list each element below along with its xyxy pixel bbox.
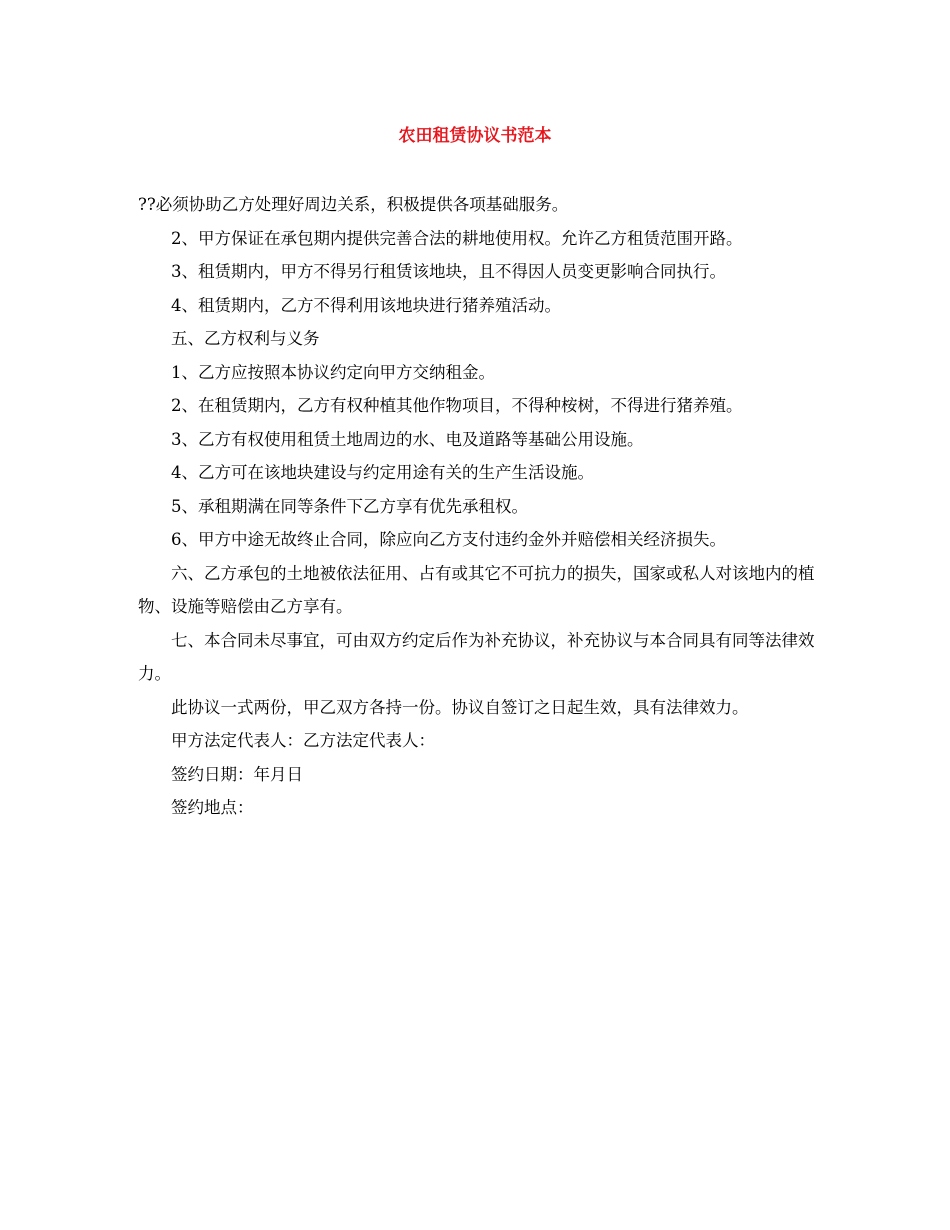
paragraph-2: 2、甲方保证在承包期内提供完善合法的耕地使用权。允许乙方租赁范围开路。 (171, 228, 743, 248)
paragraph-4: 4、租赁期内，乙方不得利用该地块进行猪养殖活动。 (171, 295, 561, 315)
paragraph-6: 1、乙方应按照本协议约定向甲方交纳租金。 (171, 362, 495, 382)
paragraph-9: 4、乙方可在该地块建设与约定用途有关的生产生活设施。 (171, 463, 594, 482)
paragraph-7: 2、在租赁期内，乙方有权种植其他作物项目，不得种桉树，不得进行猪养殖。 (171, 396, 743, 415)
section-6: 六、乙方承包的土地被依法征用、占有或其它不可抗力的损失，国家或私人对该地内的植物、设施等赔偿由乙方享有。 (138, 563, 815, 616)
signatories-line: 甲方法定代表人：乙方法定代表人： (171, 731, 435, 750)
section-heading-5: 五、乙方权利与义务 (171, 329, 320, 348)
document-body (138, 188, 818, 825)
copies-clause: 此协议一式两份，甲乙双方各持一份。协议自签订之日起生效，具有法律效力。 (171, 697, 749, 717)
paragraph-3: 3、租赁期内，甲方不得另行租赁该地块，且不得因人员变更影响合同执行。 (171, 262, 726, 281)
paragraph-8: 3、乙方有权使用租赁土地周边的水、电及道路等基础公用设施。 (171, 429, 644, 449)
signing-date-line: 签约日期：年月日 (171, 764, 303, 784)
signing-place-line: 签约地点： (171, 798, 254, 817)
document-title: 农田租赁协议书范本 (398, 126, 552, 146)
paragraph-1: ??必须协助乙方处理好周边关系，积极提供各项基础服务。 (138, 195, 569, 214)
paragraph-11: 6、甲方中途无故终止合同，除应向乙方支付违约金外并赔偿相关经济损失。 (171, 530, 726, 549)
section-7: 七、本合同未尽事宜，可由双方约定后作为补充协议，补充协议与本合同具有同等法律效力。 (138, 630, 815, 683)
paragraph-10: 5、承租期满在同等条件下乙方享有优先承租权。 (171, 496, 528, 516)
